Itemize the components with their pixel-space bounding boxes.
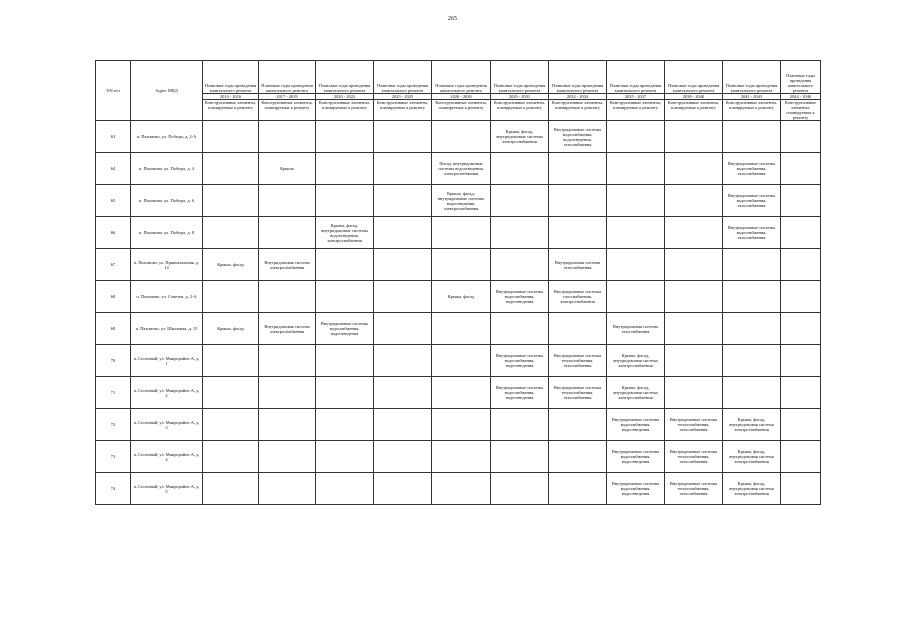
table-row (96, 281, 821, 313)
repair-elements-cell (665, 153, 723, 185)
repair-elements-cell (665, 377, 723, 409)
repair-elements-cell: Крыша, фасад (203, 313, 259, 345)
page-number: 265 (448, 16, 457, 22)
table-row (96, 217, 821, 249)
row-number: 69 (96, 313, 131, 345)
repair-elements-cell (259, 473, 316, 505)
repair-elements-cell (549, 217, 607, 249)
repair-elements-cell: Внутридомовые системы водоснабжения, водоотведения (607, 473, 665, 505)
capital-repair-schedule-table (95, 60, 821, 505)
repair-elements-cell (374, 473, 432, 505)
header-period-label: Плановые годы проведения капитального ремонта (723, 61, 781, 94)
header-elements-label: Конструктивные элементы, планируемые к ремонту (607, 100, 665, 121)
repair-elements-cell (665, 249, 723, 281)
row-address: п. Сосновый, ул. Микрорайон А, д. 4 (131, 441, 203, 473)
table-row (96, 121, 821, 153)
row-address: п. Пахомово, ул. Победы, д. 6 (131, 185, 203, 217)
repair-elements-cell (203, 441, 259, 473)
repair-elements-cell (374, 441, 432, 473)
row-address: п. Сосновый, ул. Микрорайон А, д. 1 (131, 345, 203, 377)
repair-elements-cell (259, 121, 316, 153)
header-elements-label: Конструктивные элементы, планируемые к ремонту (781, 100, 821, 121)
repair-elements-cell (259, 217, 316, 249)
repair-elements-cell: Внутридомовые системы водоснабжения, водоотведения (607, 441, 665, 473)
repair-elements-cell (203, 185, 259, 217)
repair-elements-cell (203, 473, 259, 505)
repair-elements-cell: Внутридомовые системы теплоснабжения, газоснабжения (549, 377, 607, 409)
repair-elements-cell: Внутридомовые системы водоснабжения, водоотведения, газоснабжения (549, 121, 607, 153)
repair-elements-cell (781, 313, 821, 345)
table-row (96, 377, 821, 409)
repair-elements-cell (607, 281, 665, 313)
repair-elements-cell: Внутридомовые системы теплоснабжения, газоснабжения (665, 473, 723, 505)
row-number: 64 (96, 153, 131, 185)
repair-elements-cell (316, 441, 374, 473)
row-address: п. Пахомово, ул. Школьная, д. 15 (131, 313, 203, 345)
header-year-range: 2035 - 2037 (607, 94, 665, 100)
repair-elements-cell: Крыша (259, 153, 316, 185)
header-year-range: 2023 - 2025 (374, 94, 432, 100)
row-address: п. Пахомово, ул. Победы, д. 2-А (131, 121, 203, 153)
header-year-range: 2044 - 2046 (781, 94, 821, 100)
repair-elements-cell (374, 313, 432, 345)
repair-elements-cell (549, 441, 607, 473)
repair-elements-cell (665, 121, 723, 153)
repair-elements-cell (781, 185, 821, 217)
header-year-range: 2038 - 2040 (665, 94, 723, 100)
repair-elements-cell (723, 313, 781, 345)
repair-elements-cell: Внутридомовые системы водоснабжения, водоотведения (491, 377, 549, 409)
header-period-label: Плановые годы проведения капитального ремонта (316, 61, 374, 94)
header-address: Адрес МКД (131, 61, 203, 121)
table-row (96, 249, 821, 281)
row-address: п. Пахомово, ул. Советов, д. 2-А (131, 281, 203, 313)
table-row (96, 441, 821, 473)
header-period-label: Плановые годы проведения капитального ремонта (432, 61, 491, 94)
repair-elements-cell (665, 185, 723, 217)
table-row (96, 313, 821, 345)
repair-elements-cell: Внутридомовая система газоснабжения (607, 313, 665, 345)
repair-elements-cell (259, 377, 316, 409)
repair-elements-cell: Внутридомовые системы газоснабжения, электроснабжения (549, 281, 607, 313)
table-row (96, 185, 821, 217)
repair-elements-cell (432, 345, 491, 377)
header-period-label: Плановые годы проведения капитального ремонта (607, 61, 665, 94)
table-row (96, 473, 821, 505)
repair-elements-cell (723, 281, 781, 313)
repair-elements-cell: Внутридомовые системы водоснабжения, водоотведения (607, 409, 665, 441)
header-elements-label: Конструктивные элементы, планируемые к ремонту (491, 100, 549, 121)
repair-elements-cell (491, 441, 549, 473)
repair-elements-cell (374, 153, 432, 185)
repair-elements-cell (374, 345, 432, 377)
repair-elements-cell (432, 217, 491, 249)
repair-elements-cell (665, 217, 723, 249)
repair-elements-cell (549, 409, 607, 441)
header-year-range: 2014 - 2016 (203, 94, 259, 100)
repair-elements-cell: Крыша, фасад, внутридомовая система электроснабжения (723, 441, 781, 473)
repair-elements-cell (316, 281, 374, 313)
repair-elements-cell (723, 121, 781, 153)
row-number: 71 (96, 377, 131, 409)
repair-elements-cell (665, 313, 723, 345)
repair-elements-cell (723, 377, 781, 409)
repair-elements-cell: Крыша, фасад (203, 249, 259, 281)
repair-elements-cell (781, 473, 821, 505)
repair-elements-cell: Внутридомовая система электроснабжения (259, 249, 316, 281)
repair-elements-cell (549, 473, 607, 505)
repair-elements-cell (432, 377, 491, 409)
repair-elements-cell (316, 249, 374, 281)
repair-elements-cell (374, 377, 432, 409)
row-number: 66 (96, 217, 131, 249)
repair-elements-cell (607, 121, 665, 153)
repair-elements-cell (432, 473, 491, 505)
header-period-label: Плановые годы проведения капитального ремонта (203, 61, 259, 94)
repair-elements-cell (203, 217, 259, 249)
table-row (96, 345, 821, 377)
header-elements-label: Конструктивные элементы, планируемые к ремонту (203, 100, 259, 121)
header-nn: NN п/п (96, 61, 131, 121)
repair-elements-cell (259, 345, 316, 377)
repair-elements-cell (203, 121, 259, 153)
header-period-label: Плановые годы проведения капитального ремонта (549, 61, 607, 94)
header-period-label: Плановые годы проведения капитального ремонта (665, 61, 723, 94)
repair-elements-cell (374, 409, 432, 441)
repair-elements-cell (374, 217, 432, 249)
repair-elements-cell: Внутридомовые системы водоснабжения, водоотведения (316, 313, 374, 345)
repair-elements-cell: Внутридомовая система газоснабжения (549, 249, 607, 281)
repair-elements-cell (607, 217, 665, 249)
repair-elements-cell (781, 409, 821, 441)
row-number: 70 (96, 345, 131, 377)
row-address: п. Пахомово, ул. Победы, д. 4 (131, 153, 203, 185)
repair-elements-cell (781, 377, 821, 409)
header-year-range: 2041 - 2043 (723, 94, 781, 100)
repair-elements-cell: Крыша, фасад, внутридомовая система электроснабжения (607, 377, 665, 409)
repair-elements-cell: Крыша, фасад, внутридомовые системы водоотведения, электроснабжения (432, 185, 491, 217)
repair-elements-cell: Крыша, фасад (432, 281, 491, 313)
table-row (96, 153, 821, 185)
repair-elements-cell (374, 281, 432, 313)
repair-elements-cell (549, 153, 607, 185)
repair-elements-cell (491, 249, 549, 281)
repair-elements-cell (259, 409, 316, 441)
row-address: п. Сосновый, ул. Микрорайон А, д. 2 (131, 377, 203, 409)
header-year-range: 2029 - 2031 (491, 94, 549, 100)
row-address: п. Пахомово, ул. Привокзальная, д. 14 (131, 249, 203, 281)
repair-elements-cell (203, 409, 259, 441)
repair-elements-cell (316, 473, 374, 505)
repair-elements-cell (374, 121, 432, 153)
repair-elements-cell (432, 249, 491, 281)
table-row (96, 409, 821, 441)
repair-elements-cell (316, 185, 374, 217)
header-period-label: Плановые годы проведения капитального ремонта (491, 61, 549, 94)
repair-elements-cell (432, 313, 491, 345)
repair-elements-cell: Фасад, внутридомовые системы водоотведения, электроснабжения (432, 153, 491, 185)
repair-elements-cell: Крыша, фасад, внутридомовые системы электроснабжения (491, 121, 549, 153)
repair-elements-cell (491, 473, 549, 505)
repair-elements-cell (374, 249, 432, 281)
repair-elements-cell (723, 249, 781, 281)
repair-elements-cell: Крыша, фасад, внутридомовые системы водоотведения, электроснабжения (316, 217, 374, 249)
row-address: п. Сосновый, ул. Микрорайон А, д. 5 (131, 473, 203, 505)
row-number: 73 (96, 441, 131, 473)
repair-elements-cell (259, 185, 316, 217)
header-year-range: 2020 - 2022 (316, 94, 374, 100)
row-address: п. Сосновый, ул. Микрорайон А, д. 3 (131, 409, 203, 441)
repair-elements-cell: Внутридомовые системы водоснабжения, водоотведения (491, 281, 549, 313)
header-year-range: 2032 - 2034 (549, 94, 607, 100)
repair-elements-cell (203, 281, 259, 313)
repair-elements-cell: Внутридомовые системы теплоснабжения, газоснабжения (665, 441, 723, 473)
repair-elements-cell (549, 313, 607, 345)
repair-elements-cell (316, 121, 374, 153)
repair-elements-cell (259, 281, 316, 313)
repair-elements-cell (203, 153, 259, 185)
row-number: 63 (96, 121, 131, 153)
repair-elements-cell: Внутридомовые системы водоснабжения, газоснабжения (723, 217, 781, 249)
row-number: 72 (96, 409, 131, 441)
repair-elements-cell (432, 409, 491, 441)
repair-elements-cell (432, 441, 491, 473)
header-year-range: 2026 - 2028 (432, 94, 491, 100)
repair-elements-cell (781, 217, 821, 249)
repair-elements-cell: Внутридомовая система электроснабжения (259, 313, 316, 345)
header-elements-label: Конструктивные элементы, планируемые к ремонту (665, 100, 723, 121)
header-elements-label: Конструктивные элементы, планируемые к ремонту (374, 100, 432, 121)
header-year-range: 2017 - 2019 (259, 94, 316, 100)
header-period-label: Плановые годы проведения капитального ремонта (259, 61, 316, 94)
repair-elements-cell (607, 249, 665, 281)
header-elements-label: Конструктивные элементы, планируемые к ремонту (316, 100, 374, 121)
repair-elements-cell (781, 121, 821, 153)
row-address: п. Пахомово, ул. Победы, д. 8 (131, 217, 203, 249)
repair-elements-cell: Внутридомовые системы водоснабжения, водоотведения (491, 345, 549, 377)
repair-elements-cell: Внутридомовые системы водоснабжения, газоснабжения (723, 153, 781, 185)
repair-elements-cell (781, 345, 821, 377)
header-period-label: Плановые годы проведения капитального ремонта (374, 61, 432, 94)
repair-elements-cell (781, 153, 821, 185)
repair-elements-cell: Внутридомовые системы теплоснабжения, газоснабжения (665, 409, 723, 441)
repair-elements-cell (203, 345, 259, 377)
repair-elements-cell (491, 185, 549, 217)
header-elements-label: Конструктивные элементы, планируемые к ремонту (723, 100, 781, 121)
repair-elements-cell (491, 313, 549, 345)
repair-elements-cell (781, 281, 821, 313)
row-number: 74 (96, 473, 131, 505)
repair-elements-cell (607, 185, 665, 217)
header-period-label: Плановые годы проведения капитального ремонта (781, 61, 821, 94)
repair-elements-cell (259, 441, 316, 473)
repair-elements-cell: Внутридомовые системы водоснабжения, газоснабжения (723, 185, 781, 217)
repair-elements-cell (374, 185, 432, 217)
repair-elements-cell (491, 153, 549, 185)
repair-elements-cell (491, 409, 549, 441)
repair-elements-cell: Внутридомовые системы теплоснабжения, газоснабжения (549, 345, 607, 377)
repair-elements-cell: Крыша, фасад, внутридомовая система электроснабжения (723, 409, 781, 441)
repair-elements-cell (316, 409, 374, 441)
repair-elements-cell (781, 249, 821, 281)
header-elements-label: Конструктивные элементы, планируемые к ремонту (259, 100, 316, 121)
repair-elements-cell (723, 345, 781, 377)
repair-elements-cell: Крыша, фасад, внутридомовая система электроснабжения (607, 345, 665, 377)
repair-elements-cell (432, 121, 491, 153)
repair-elements-cell (203, 377, 259, 409)
repair-elements-cell (781, 441, 821, 473)
repair-elements-cell (549, 185, 607, 217)
repair-elements-cell (316, 153, 374, 185)
repair-elements-cell (665, 345, 723, 377)
repair-elements-cell (316, 345, 374, 377)
repair-elements-cell (491, 217, 549, 249)
repair-elements-cell: Крыша, фасад, внутридомовая система электроснабжения (723, 473, 781, 505)
header-elements-label: Конструктивные элементы, планируемые к ремонту (432, 100, 491, 121)
header-elements-label: Конструктивные элементы, планируемые к ремонту (549, 100, 607, 121)
row-number: 68 (96, 281, 131, 313)
row-number: 65 (96, 185, 131, 217)
repair-elements-cell (607, 153, 665, 185)
repair-elements-cell (316, 377, 374, 409)
row-number: 67 (96, 249, 131, 281)
repair-elements-cell (665, 281, 723, 313)
